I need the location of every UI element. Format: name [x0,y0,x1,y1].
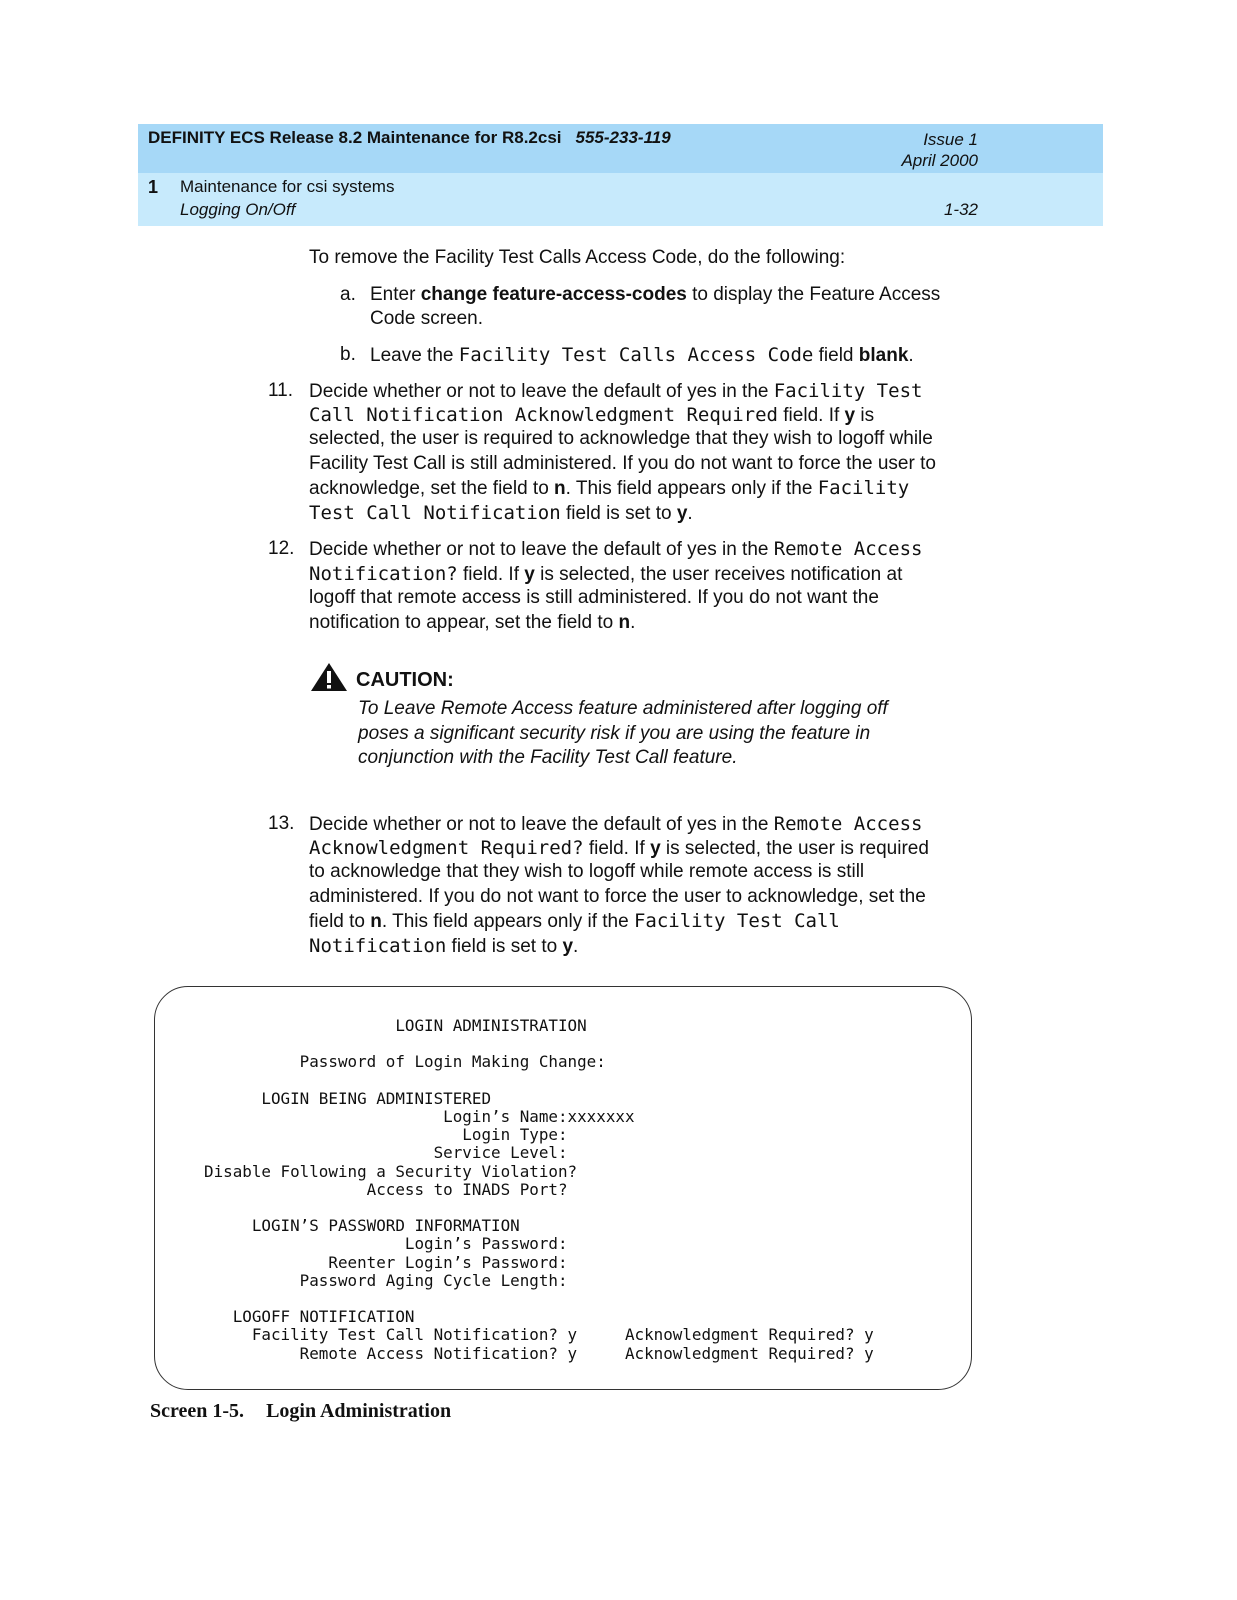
field-name: Facility Test Calls Access Code [458,344,814,366]
step-11-number: 11. [268,380,294,401]
issue-info [901,129,978,171]
substep-a-line1: Enter change feature-access-codes to display the Feature Access [370,284,941,305]
caption-title: Login Administration [266,1400,452,1422]
issue-date: April 2000 [901,151,978,170]
chapter-number: 1 [148,177,159,197]
document-title: DEFINITY ECS Release 8.2 Maintenance for R8.2csi 555-233-119 [148,128,671,147]
issue-number: Issue 1 [923,130,978,149]
chapter-name: Maintenance for csi systems [180,177,395,196]
screen-caption [150,1400,451,1423]
document-number: 555-233-119 [575,128,671,147]
caution-text: To Leave Remote Access feature administered after logging off poses a significant security risk if you are using the feature in conjunction with the Facility Test Call feature. [358,698,888,768]
substep-a-line2: Code screen. [370,308,484,329]
substep-b-marker: b. [340,344,356,365]
command-name: change feature-access-codes [420,284,687,305]
step-13-number: 13. [268,813,295,834]
chapter-header [138,173,1103,226]
section-name: Logging On/Off [180,200,296,219]
step-12-number: 12. [268,538,295,559]
substep-b-line: Leave the Facility Test Calls Access Code field blank. [370,344,914,366]
page-number: 1-32 [943,200,978,219]
page-header [138,124,1103,173]
login-administration-screen: LOGIN ADMINISTRATION Password of Login Making Change: LOGIN BEING ADMINISTERED Login’s Name:xxxxxxx Login Type: Service Level: Disable Following a Security Violation? Access to INADS Port? LOGIN’S PASSWORD INFORMATION Login’s Password: Reenter Login’s Password: Password Aging Cycle Length: LOGOFF NOTIFICATION Facility Test Call Notification? y Acknowledgment Required? y Remote Access Notification? y Acknowledgment Required? y [204,1016,874,1363]
intro-paragraph: To remove the Facility Test Calls Access Code, do the following: [309,247,846,268]
caption-number: Screen 1-5. [150,1400,245,1422]
warning-triangle-icon [310,662,348,692]
caution-label: CAUTION: [356,669,454,691]
substep-a-marker: a. [340,284,356,305]
